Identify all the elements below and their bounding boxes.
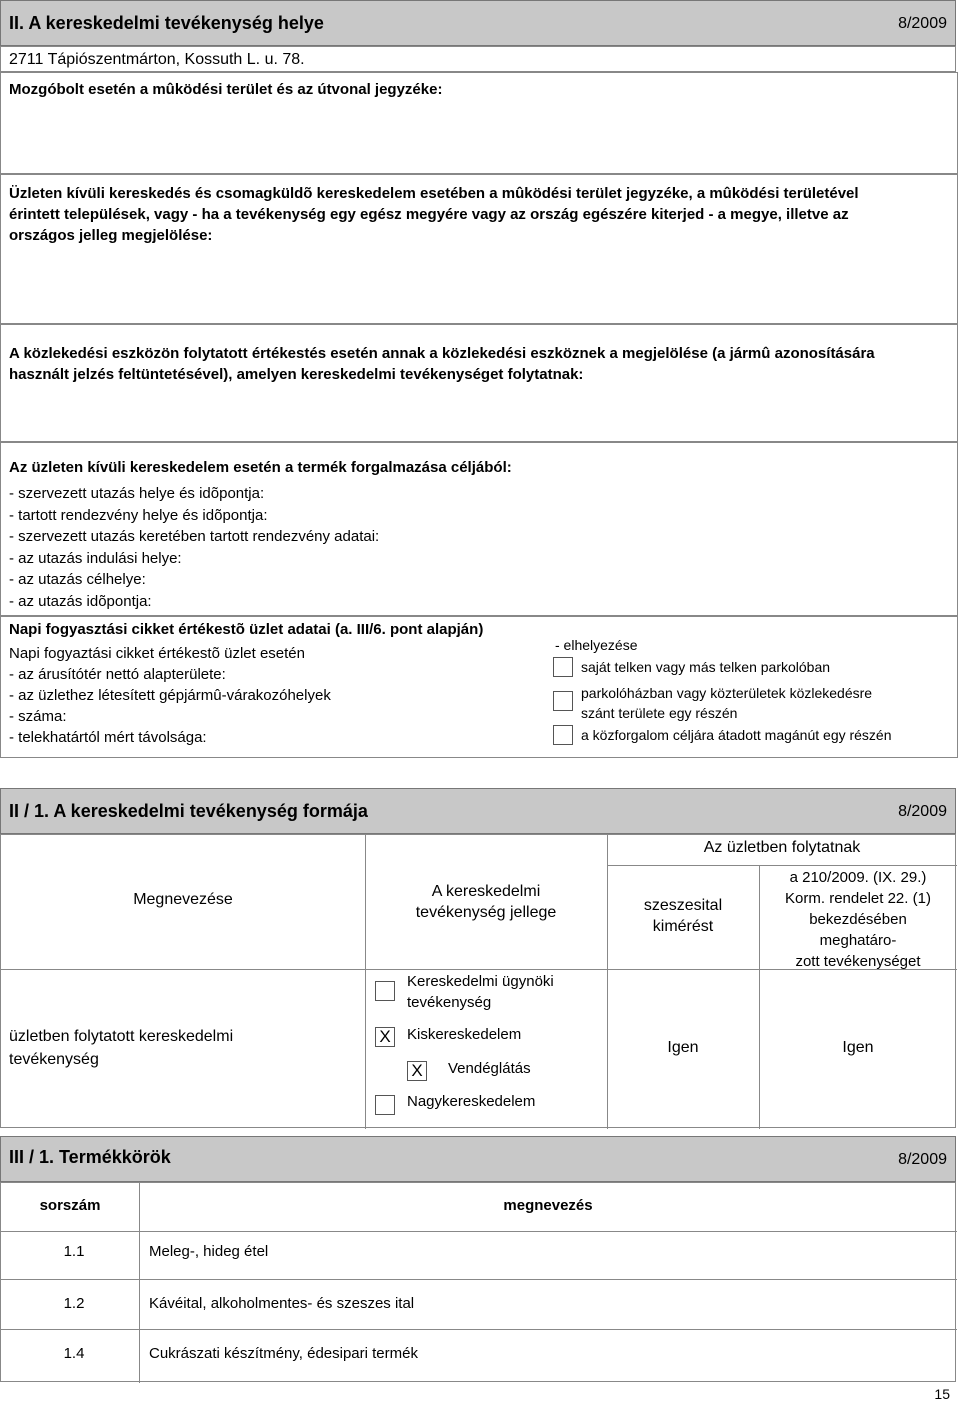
placement-option-label: a közforgalom céljára átadott magánút egy részén xyxy=(581,727,892,743)
placement-option-label: szánt területe egy részén xyxy=(581,705,738,721)
daily-goods-heading: Napi fogyasztási cikket értékestõ üzlet adatai (a. III/6. pont alapján) xyxy=(9,621,484,638)
product-table xyxy=(0,1182,956,1382)
placement-option-label: parkolóházban vagy közterületek közlekedésre xyxy=(581,685,873,701)
list-item: - az utazás célhelye: xyxy=(9,571,146,588)
mobile-shop-heading: Mozgóbolt esetén a mûködési terület és az útvonal jegyzéke: xyxy=(9,81,443,98)
outside-trade-text: Üzleten kívüli kereskedés és csomagküldõ kereskedelem esetében a mûködési terület jegyzéke, a mûködési területével érintett települések, vagy - ha a tevékenység egy egész megyére vagy az ország egészére kiterjed - a megye, illetve az országos jelleg megjelölése: xyxy=(9,185,859,244)
placement-checkbox[interactable] xyxy=(553,657,573,677)
col-header-name: Megnevezése xyxy=(133,891,233,908)
address-row xyxy=(0,46,956,72)
page-number: 15 xyxy=(934,1386,950,1402)
list-item: - szervezett utazás helye és idõpontja: xyxy=(9,485,265,502)
table-cell-name: Cukrászati készítmény, édesipari termék xyxy=(149,1345,418,1362)
col-group-header: Az üzletben folytatnak xyxy=(703,839,861,856)
activity-label: Nagykereskedelem xyxy=(407,1093,536,1110)
outside-purpose-list xyxy=(9,483,379,612)
col-header-alcohol: szeszesital kimérést xyxy=(643,897,723,935)
outside-purpose-heading: Az üzleten kívüli kereskedelem esetén a termék forgalmazása céljából: xyxy=(9,459,512,476)
table-cell-number: 1.4 xyxy=(63,1345,85,1362)
table-cell-name: Kávéital, alkoholmentes- és szeszes ital xyxy=(149,1295,415,1312)
section-title: III / 1. Termékkörök xyxy=(9,1147,171,1167)
list-item: - az árusítótér nettó alapterülete: xyxy=(9,666,226,683)
placement-option-label: saját telken vagy más telken parkolóban xyxy=(581,659,831,675)
address-text: 2711 Tápiószentmárton, Kossuth L. u. 78. xyxy=(9,51,305,68)
section-title: II / 1. A kereskedelmi tevékenység formája xyxy=(9,801,368,821)
decree-value: Igen xyxy=(842,1039,874,1056)
table-cell-name: Meleg-, hideg étel xyxy=(149,1243,269,1260)
outside-trade-box xyxy=(0,174,958,324)
placement-checkbox[interactable] xyxy=(553,691,573,711)
list-item: - az utazás idõpontja: xyxy=(9,592,152,610)
daily-goods-box xyxy=(0,616,958,758)
activity-label: tevékenység xyxy=(407,994,492,1011)
list-item: - az üzlethez létesített gépjármû-várakozóhelyek xyxy=(9,687,331,704)
list-item: - tartott rendezvény helye és idõpontja: xyxy=(9,506,268,524)
table-cell-number: 1.2 xyxy=(63,1295,85,1312)
activity-label: Kiskereskedelem xyxy=(407,1026,522,1043)
outside-purpose-box xyxy=(0,442,958,616)
section-title: II. A kereskedelmi tevékenység helye xyxy=(9,13,324,33)
daily-goods-list xyxy=(9,643,331,748)
list-item: - telekhatártól mért távolsága: xyxy=(9,729,207,746)
col-header-type: A kereskedelmi tevékenység jellege xyxy=(415,883,557,921)
list-item: Napi fogyaztási cikket értékestõ üzlet esetén xyxy=(9,645,305,662)
activity-label: Kereskedelmi ügynöki xyxy=(407,973,554,990)
section-code: 8/2009 xyxy=(898,15,947,32)
alcohol-value: Igen xyxy=(667,1039,699,1056)
section-header xyxy=(0,0,956,46)
activity-checkbox[interactable] xyxy=(375,981,395,1001)
section-code: 8/2009 xyxy=(898,1151,947,1168)
placement-label: - elhelyezése xyxy=(555,637,638,653)
list-item: - az utazás indulási helye: xyxy=(9,549,182,567)
col-header-name: megnevezés xyxy=(503,1197,593,1214)
table-cell-number: 1.1 xyxy=(63,1243,85,1260)
section-code: 8/2009 xyxy=(898,803,947,820)
list-item: - száma: xyxy=(9,708,67,725)
col-header-decree: a 210/2009. (IX. 29.) Korm. rendelet 22. (1) bekezdésében meghatáro- zott tevékenységet xyxy=(785,869,931,970)
mobile-shop-box xyxy=(0,72,958,174)
activity-form-table xyxy=(0,834,956,1128)
placement-checkbox[interactable] xyxy=(553,725,573,745)
transport-text: A közlekedési eszközön folytatott értékestés esetén annak a közlekedési eszköznek a megjelölése (a jármû azonosítására használt jelzés feltüntetésével), amelyen kereskedelmi tevékenységet folytatnak: xyxy=(9,345,875,383)
section-header xyxy=(0,1136,956,1182)
col-header-number: sorszám xyxy=(39,1197,101,1214)
activity-checkbox[interactable]: X xyxy=(407,1061,427,1081)
list-item: - szervezett utazás keretében tartott rendezvény adatai: xyxy=(9,528,380,545)
section-header xyxy=(0,788,956,834)
row-name: üzletben folytatott kereskedelmi tevékenység xyxy=(9,1028,234,1068)
activity-checkbox[interactable] xyxy=(375,1095,395,1115)
activity-label: Vendéglátás xyxy=(448,1060,531,1077)
transport-box xyxy=(0,324,958,442)
activity-checkbox[interactable]: X xyxy=(375,1027,395,1047)
